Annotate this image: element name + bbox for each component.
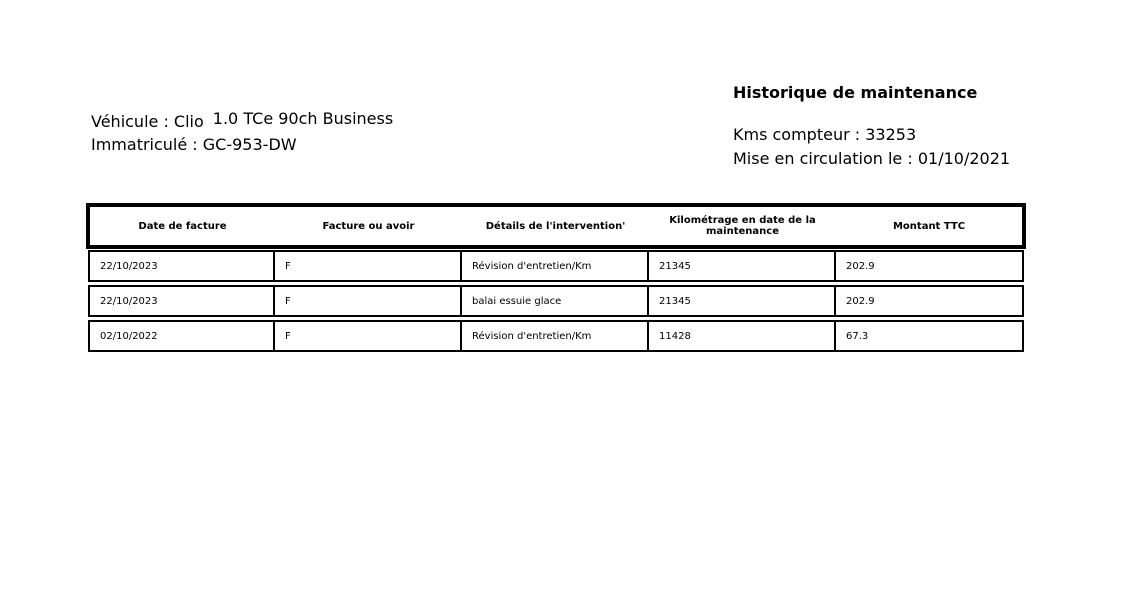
vehicle-version: 1.0 TCe 90ch Business [212,109,394,128]
cell-invoice-date: 22/10/2023 [88,250,275,282]
cell-amount: 67.3 [836,320,1024,352]
table-row [88,285,1024,317]
page-title: Historique de maintenance [733,83,978,102]
cell-intervention-details: balai essuie glace [462,285,649,317]
column-header-intervention-details: Détails de l'intervention' [462,205,649,247]
vehicle-model-line [91,110,393,133]
column-header-mileage: Kilométrage en date de la maintenance [649,205,836,247]
cell-mileage: 21345 [649,250,836,282]
maintenance-table-container [88,205,1024,352]
first-registration-date: Mise en circulation le : 01/10/2021 [733,149,1011,168]
vehicle-model: Véhicule : Clio [91,112,204,131]
cell-intervention-details: Révision d'entretien/Km [462,320,649,352]
table-row [88,320,1024,352]
column-header-invoice-type: Facture ou avoir [275,205,462,247]
cell-mileage: 11428 [649,320,836,352]
column-header-amount: Montant TTC [836,205,1024,247]
cell-invoice-date: 02/10/2022 [88,320,275,352]
maintenance-table [88,205,1024,352]
vehicle-info [91,110,393,156]
cell-amount: 202.9 [836,285,1024,317]
cell-invoice-type: F [275,250,462,282]
table-header-row [88,205,1024,247]
table-row [88,250,1024,282]
maintenance-summary [733,82,1010,171]
cell-invoice-date: 22/10/2023 [88,285,275,317]
odometer-reading: Kms compteur : 33253 [733,125,917,144]
cell-invoice-type: F [275,285,462,317]
cell-invoice-type: F [275,320,462,352]
cell-intervention-details: Révision d'entretien/Km [462,250,649,282]
column-header-invoice-date: Date de facture [88,205,275,247]
cell-amount: 202.9 [836,250,1024,282]
vehicle-registration: Immatriculé : GC-953-DW [91,135,297,154]
cell-mileage: 21345 [649,285,836,317]
